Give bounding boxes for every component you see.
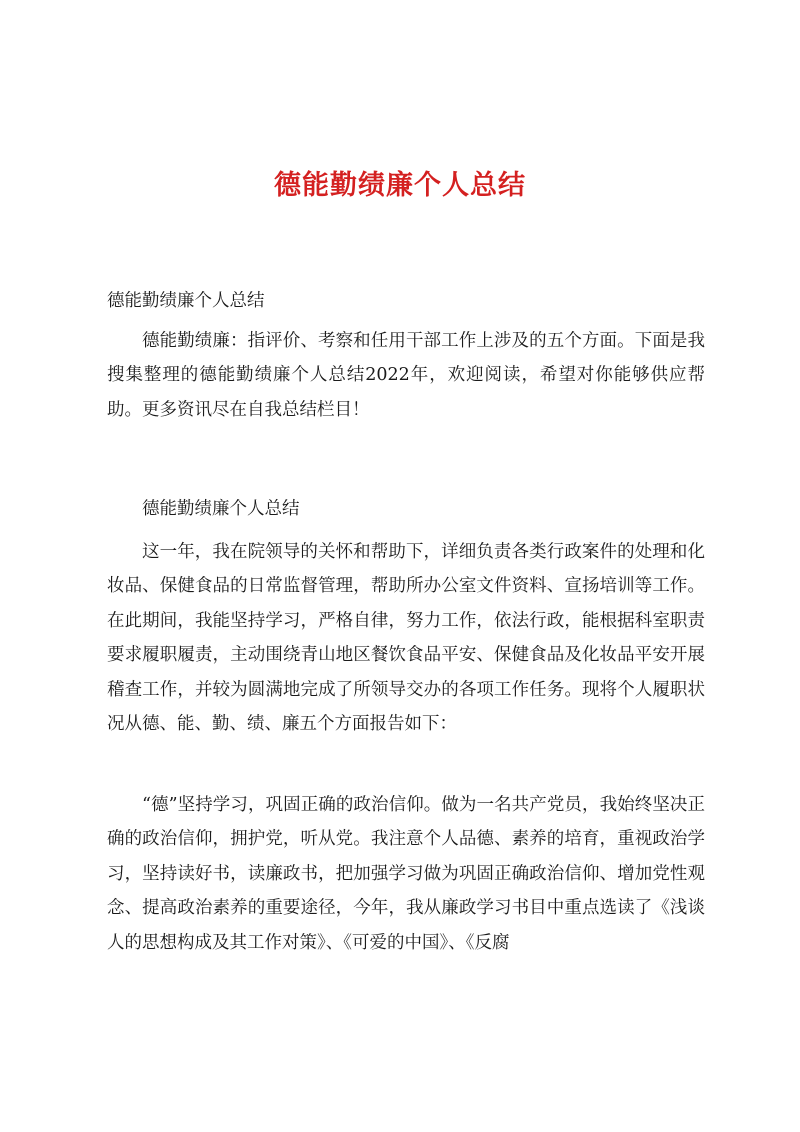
section-heading-2: [107, 492, 705, 526]
section-heading-2-text: 德能勤绩廉个人总结: [142, 499, 300, 519]
body-paragraph-2: [107, 788, 705, 960]
section-heading-1-text: 德能勤绩廉个人总结: [107, 291, 265, 311]
body-paragraph-1-text: 这一年，我在院领导的关怀和帮助下，详细负责各类行政案件的处理和化妆品、保健食品的日常监督管理，帮助所办公室文件资料、宣扬培训等工作。在此期间，我能坚持学习，严格自律，努力工作，依法行政，能根据科室职责要求履职履责，主动围绕青山地区餐饮食品平安、保健食品及化妆品平安开展稽查工作，并较为圆满地完成了所领导交办的各项工作任务。现将个人履职状况从德、能、勤、绩、廉五个方面报告如下：: [107, 542, 705, 735]
document-title: 德能勤绩廉个人总结: [274, 170, 526, 201]
body-paragraph-1: [107, 535, 705, 741]
intro-paragraph: [107, 324, 705, 427]
section-heading-1: [107, 284, 705, 318]
intro-paragraph-text: 德能勤绩廉：指评价、考察和任用干部工作上涉及的五个方面。下面是我搜集整理的德能勤绩廉个人总结2022年，欢迎阅读，希望对你能够供应帮助。更多资讯尽在自我总结栏目！: [107, 331, 705, 420]
body-paragraph-2-text: “德”坚持学习，巩固正确的政治信仰。做为一名共产党员，我始终坚决正确的政治信仰，拥护党，听从党。我注意个人品德、素养的培育，重视政治学习，坚持读好书，读廉政书，把加强学习做为巩固正确政治信仰、增加党性观念、提高政治素养的重要途径，今年，我从廉政学习书目中重点选读了《浅谈人的思想构成及其工作对策》、《可爱的中国》、《反腐: [107, 795, 705, 953]
